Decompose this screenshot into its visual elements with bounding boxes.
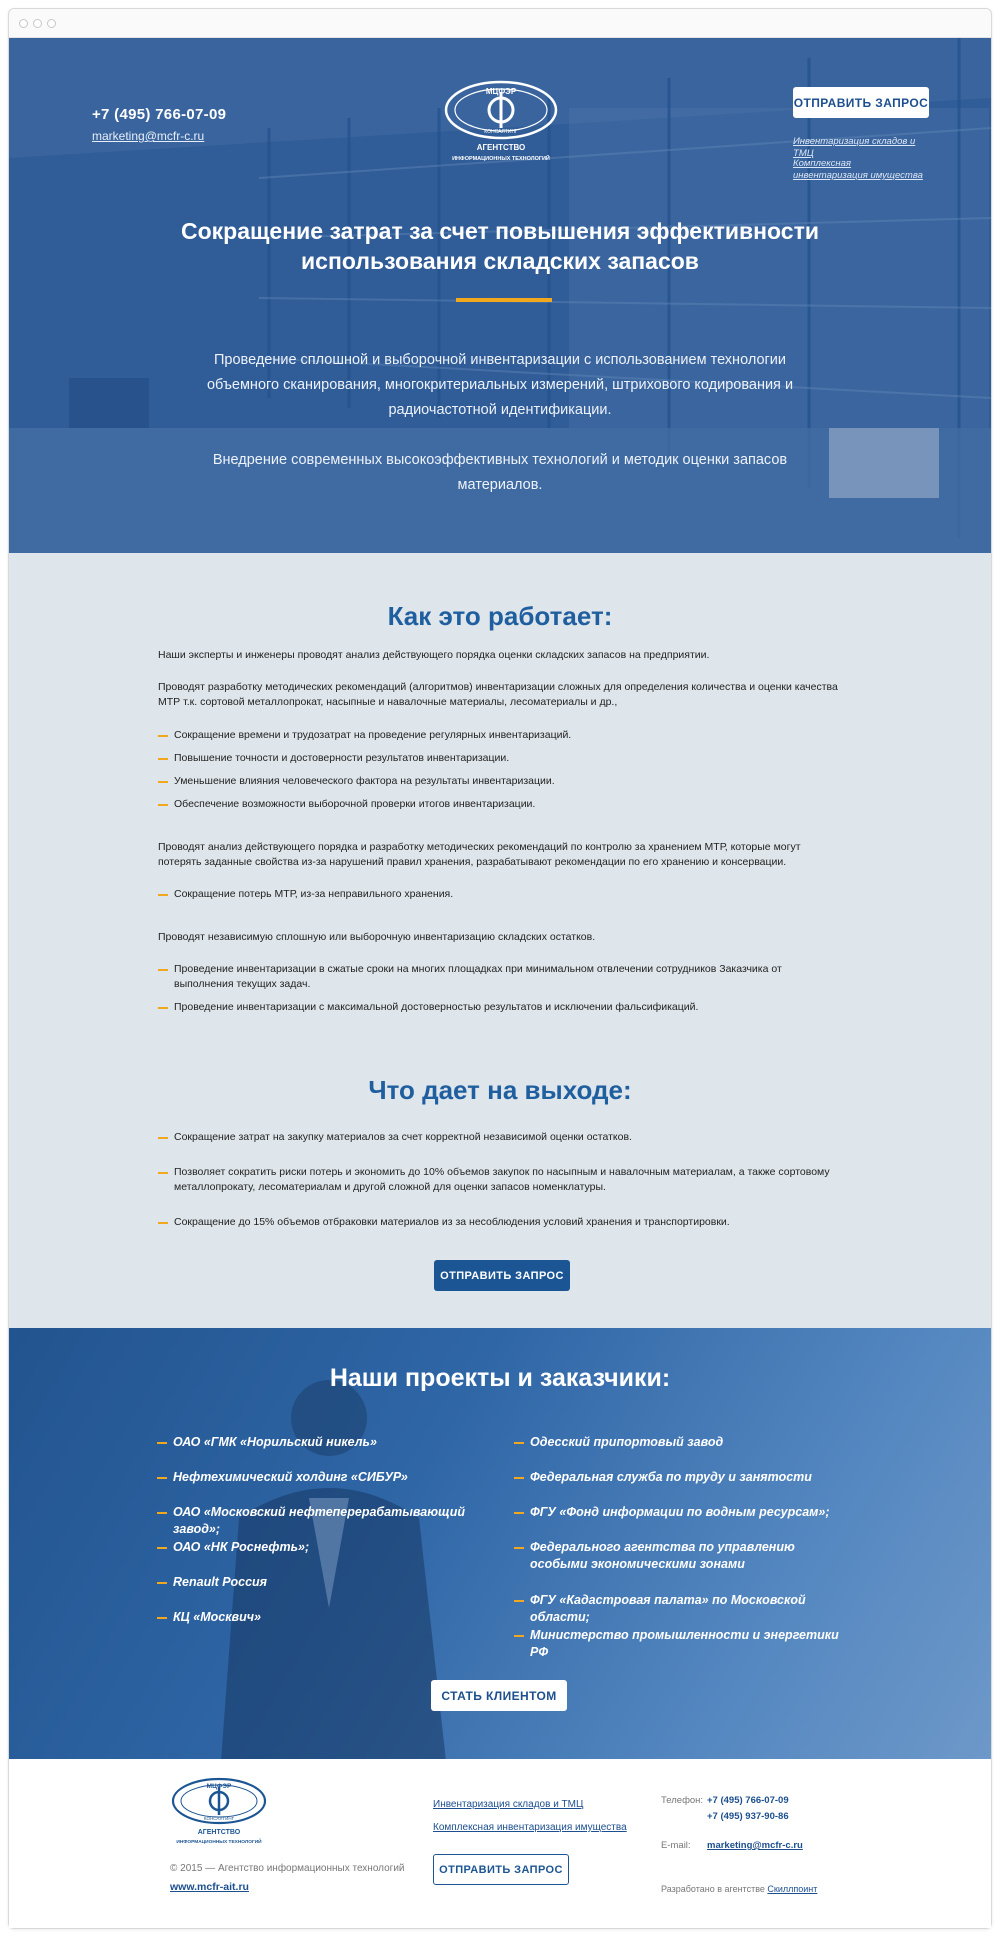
svg-text:МЦФЭР: МЦФЭР xyxy=(485,87,517,96)
hero-description-2: Внедрение современных высокоэффективных технологий и методик оценки запасов материалов. xyxy=(212,452,788,493)
list-item xyxy=(158,1130,838,1145)
title-accent-divider xyxy=(456,298,552,302)
bullet-dash-icon xyxy=(158,781,168,783)
how-text-3: Проводят анализ действующего порядка и разработку методических рекомендаций по контролю за хранением МТР, которые могут потерять заданные свойства из-за нарушений правил хранения, разрабатывают рекомендации по его хранению и консервации. xyxy=(158,841,801,868)
window-dot-icon[interactable] xyxy=(47,19,56,28)
window-dot-icon[interactable] xyxy=(19,19,28,28)
bullet-dash-icon xyxy=(514,1442,524,1444)
footer-email-link[interactable]: marketing@mcfr-c.ru xyxy=(707,1840,803,1851)
bullet-dash-icon xyxy=(158,804,168,806)
bullet-dash-icon xyxy=(158,758,168,760)
browser-toolbar xyxy=(9,9,991,38)
client-item xyxy=(514,1434,844,1451)
bullet-dash-icon xyxy=(157,1582,167,1584)
bullet-dash-icon xyxy=(514,1547,524,1549)
hero-description-1: Проведение сплошной и выборочной инвентаризации с использованием технологии объемного сканирования, многокритериальных измерений, штрихового кодирования и радиочастотной идентификации. xyxy=(206,352,794,418)
bullet-dash-icon xyxy=(514,1477,524,1479)
list-item xyxy=(158,774,838,789)
developer-link[interactable]: Скиллпоинт xyxy=(767,1884,818,1894)
company-logo[interactable] xyxy=(442,78,560,168)
client-item xyxy=(514,1539,834,1573)
footer-email-label: E-mail: xyxy=(661,1840,691,1851)
how-it-works-title: Как это работает: xyxy=(387,601,613,631)
footer-developer-credit xyxy=(661,1884,817,1894)
footer-copyright: © 2015 — Агентство информационных технологий xyxy=(170,1863,405,1874)
client-item xyxy=(514,1504,844,1521)
client-name: Федерального агентства по управлению особыми экономическими зонами xyxy=(530,1540,795,1571)
window-dot-icon[interactable] xyxy=(33,19,42,28)
svg-text:ИНФОРМАЦИОННЫХ ТЕХНОЛОГИЙ: ИНФОРМАЦИОННЫХ ТЕХНОЛОГИЙ xyxy=(452,156,550,162)
hero-title: Сокращение затрат за счет повышения эффективности использования складских запасов xyxy=(181,218,819,274)
projects-section xyxy=(9,1328,991,1759)
developer-credit-text: Разработано в агентстве xyxy=(661,1884,765,1894)
client-item xyxy=(514,1469,844,1486)
how-text-2: Проводят разработку методических рекомендаций (алгоритмов) инвентаризации сложных для определения количества и оценки качества МТР т.к. сортовой металлопрокат, насыпные и навалочные материалы, лесоматериалы и др., xyxy=(158,681,838,708)
list-item-text: Сокращение потерь МТР, из-за неправильного хранения. xyxy=(174,888,454,900)
client-item xyxy=(514,1592,844,1626)
client-name: Одесский припортовый завод xyxy=(530,1435,724,1449)
hero-section xyxy=(9,38,991,553)
bullet-dash-icon xyxy=(514,1600,524,1602)
svg-text:ИНФОРМАЦИОННЫХ ТЕХНОЛОГИЙ: ИНФОРМАЦИОННЫХ ТЕХНОЛОГИЙ xyxy=(176,1840,262,1845)
bullet-dash-icon xyxy=(158,1172,168,1174)
client-item xyxy=(157,1609,487,1626)
list-item xyxy=(158,887,838,902)
footer-send-request-button[interactable]: ОТПРАВИТЬ ЗАПРОС xyxy=(433,1854,569,1885)
client-name: КЦ «Москвич» xyxy=(173,1610,261,1624)
projects-title: Наши проекты и заказчики: xyxy=(329,1364,671,1392)
how-it-works-section xyxy=(9,553,991,1328)
client-name: Федеральная служба по труду и занятости xyxy=(530,1470,812,1484)
list-item-text: Сокращение времени и трудозатрат на проведение регулярных инвентаризаций. xyxy=(174,729,572,741)
svg-text:МЦФЭР: МЦФЭР xyxy=(206,1783,232,1790)
list-item xyxy=(158,1215,838,1230)
list-item-text: Позволяет сократить риски потерь и экономить до 10% объемов закупок по насыпным и навалочным материалам, а также сортовому металлопрокату, лесоматериалам и другой сложной для оценки запасов номенклатуры. xyxy=(174,1166,830,1193)
list-item xyxy=(158,1000,838,1015)
footer-link-warehouse-inventory[interactable]: Инвентаризация складов и ТМЦ xyxy=(433,1799,584,1810)
result-title: Что дает на выходе: xyxy=(368,1075,632,1105)
nav-link-property-inventory[interactable]: Комплексная инвентаризация имущества xyxy=(793,158,923,181)
bullet-dash-icon xyxy=(157,1547,167,1549)
bullet-dash-icon xyxy=(157,1477,167,1479)
list-item-text: Уменьшение влияния человеческого фактора на результаты инвентаризации. xyxy=(174,775,555,787)
list-item xyxy=(158,1165,838,1195)
client-name: Renault Россия xyxy=(173,1575,268,1589)
bullet-dash-icon xyxy=(157,1512,167,1514)
list-item xyxy=(158,728,838,743)
become-client-button[interactable]: СТАТЬ КЛИЕНТОМ xyxy=(431,1680,567,1711)
nav-link-warehouse-inventory[interactable]: Инвентаризация складов и ТМЦ xyxy=(793,136,916,159)
client-item xyxy=(157,1539,487,1556)
list-item xyxy=(158,797,838,812)
bullet-dash-icon xyxy=(157,1442,167,1444)
list-item-text: Сокращение до 15% объемов отбраковки материалов из за несоблюдения условий хранения и транспортировки. xyxy=(174,1216,730,1228)
list-item xyxy=(158,751,838,766)
list-item-text: Проведение инвентаризации в сжатые сроки на многих площадках при минимальном отвлечении сотрудников Заказчика от выполнения текущих задач. xyxy=(174,963,782,990)
list-item-text: Обеспечение возможности выборочной проверки итогов инвентаризации. xyxy=(174,798,536,810)
bullet-dash-icon xyxy=(514,1635,524,1637)
client-name: ОАО «НК Роснефть»; xyxy=(173,1540,310,1554)
client-name: Нефтехимический холдинг «СИБУР» xyxy=(173,1470,408,1484)
svg-text:КОНСАЛТИНГ: КОНСАЛТИНГ xyxy=(484,129,518,135)
client-name: ОАО «ГМК «Норильский никель» xyxy=(173,1435,377,1449)
svg-text:АГЕНТСТВО: АГЕНТСТВО xyxy=(476,143,526,152)
bullet-dash-icon xyxy=(158,1137,168,1139)
bullet-dash-icon xyxy=(158,894,168,896)
client-name: ОАО «Московский нефтеперерабатывающий завод»; xyxy=(173,1505,466,1536)
svg-text:АГЕНТСТВО: АГЕНТСТВО xyxy=(197,1829,241,1836)
send-request-button[interactable]: ОТПРАВИТЬ ЗАПРОС xyxy=(793,87,929,118)
footer xyxy=(9,1759,991,1928)
landing-page xyxy=(9,38,991,1928)
footer-link-property-inventory[interactable]: Комплексная инвентаризация имущества xyxy=(433,1822,627,1833)
footer-site-link[interactable]: www.mcfr-ait.ru xyxy=(170,1881,249,1893)
client-item xyxy=(157,1469,487,1486)
client-item xyxy=(157,1434,487,1451)
list-item-text: Повышение точности и достоверности результатов инвентаризации. xyxy=(174,752,510,764)
bullet-dash-icon xyxy=(158,969,168,971)
how-text-1: Наши эксперты и инженеры проводят анализ действующего порядка оценки складских запасов на предприятии. xyxy=(158,649,710,661)
client-name: ФГУ «Фонд информации по водным ресурсам»; xyxy=(530,1505,830,1519)
how-text-4: Проводят независимую сплошную или выборочную инвентаризацию складских остатков. xyxy=(158,931,596,943)
client-name: ФГУ «Кадастровая палата» по Московской области; xyxy=(530,1593,806,1624)
client-item xyxy=(157,1504,487,1538)
client-item xyxy=(157,1574,487,1591)
bullet-dash-icon xyxy=(158,735,168,737)
send-request-button-2[interactable]: ОТПРАВИТЬ ЗАПРОС xyxy=(434,1260,570,1291)
client-name: Министерство промышленности и энергетики РФ xyxy=(530,1628,839,1659)
header-email-link[interactable]: marketing@mcfr-c.ru xyxy=(92,129,205,143)
bullet-dash-icon xyxy=(158,1222,168,1224)
footer-logo[interactable] xyxy=(169,1777,269,1849)
svg-text:КОНСАЛТИНГ: КОНСАЛТИНГ xyxy=(203,1816,235,1821)
footer-phone-1[interactable]: +7 (495) 766-07-09 xyxy=(707,1795,789,1806)
client-item xyxy=(514,1627,844,1661)
list-item-text: Сокращение затрат на закупку материалов за счет корректной независимой оценки остатков. xyxy=(174,1131,632,1143)
footer-phone-2[interactable]: +7 (495) 937-90-86 xyxy=(707,1811,789,1822)
list-item xyxy=(158,962,838,992)
footer-phone-label: Телефон: xyxy=(661,1795,704,1806)
list-item-text: Проведение инвентаризации с максимальной достоверностью результатов и исключении фальсификаций. xyxy=(174,1001,699,1013)
header-phone: +7 (495) 766-07-09 xyxy=(92,106,227,123)
bullet-dash-icon xyxy=(158,1007,168,1009)
bullet-dash-icon xyxy=(514,1512,524,1514)
bullet-dash-icon xyxy=(157,1617,167,1619)
